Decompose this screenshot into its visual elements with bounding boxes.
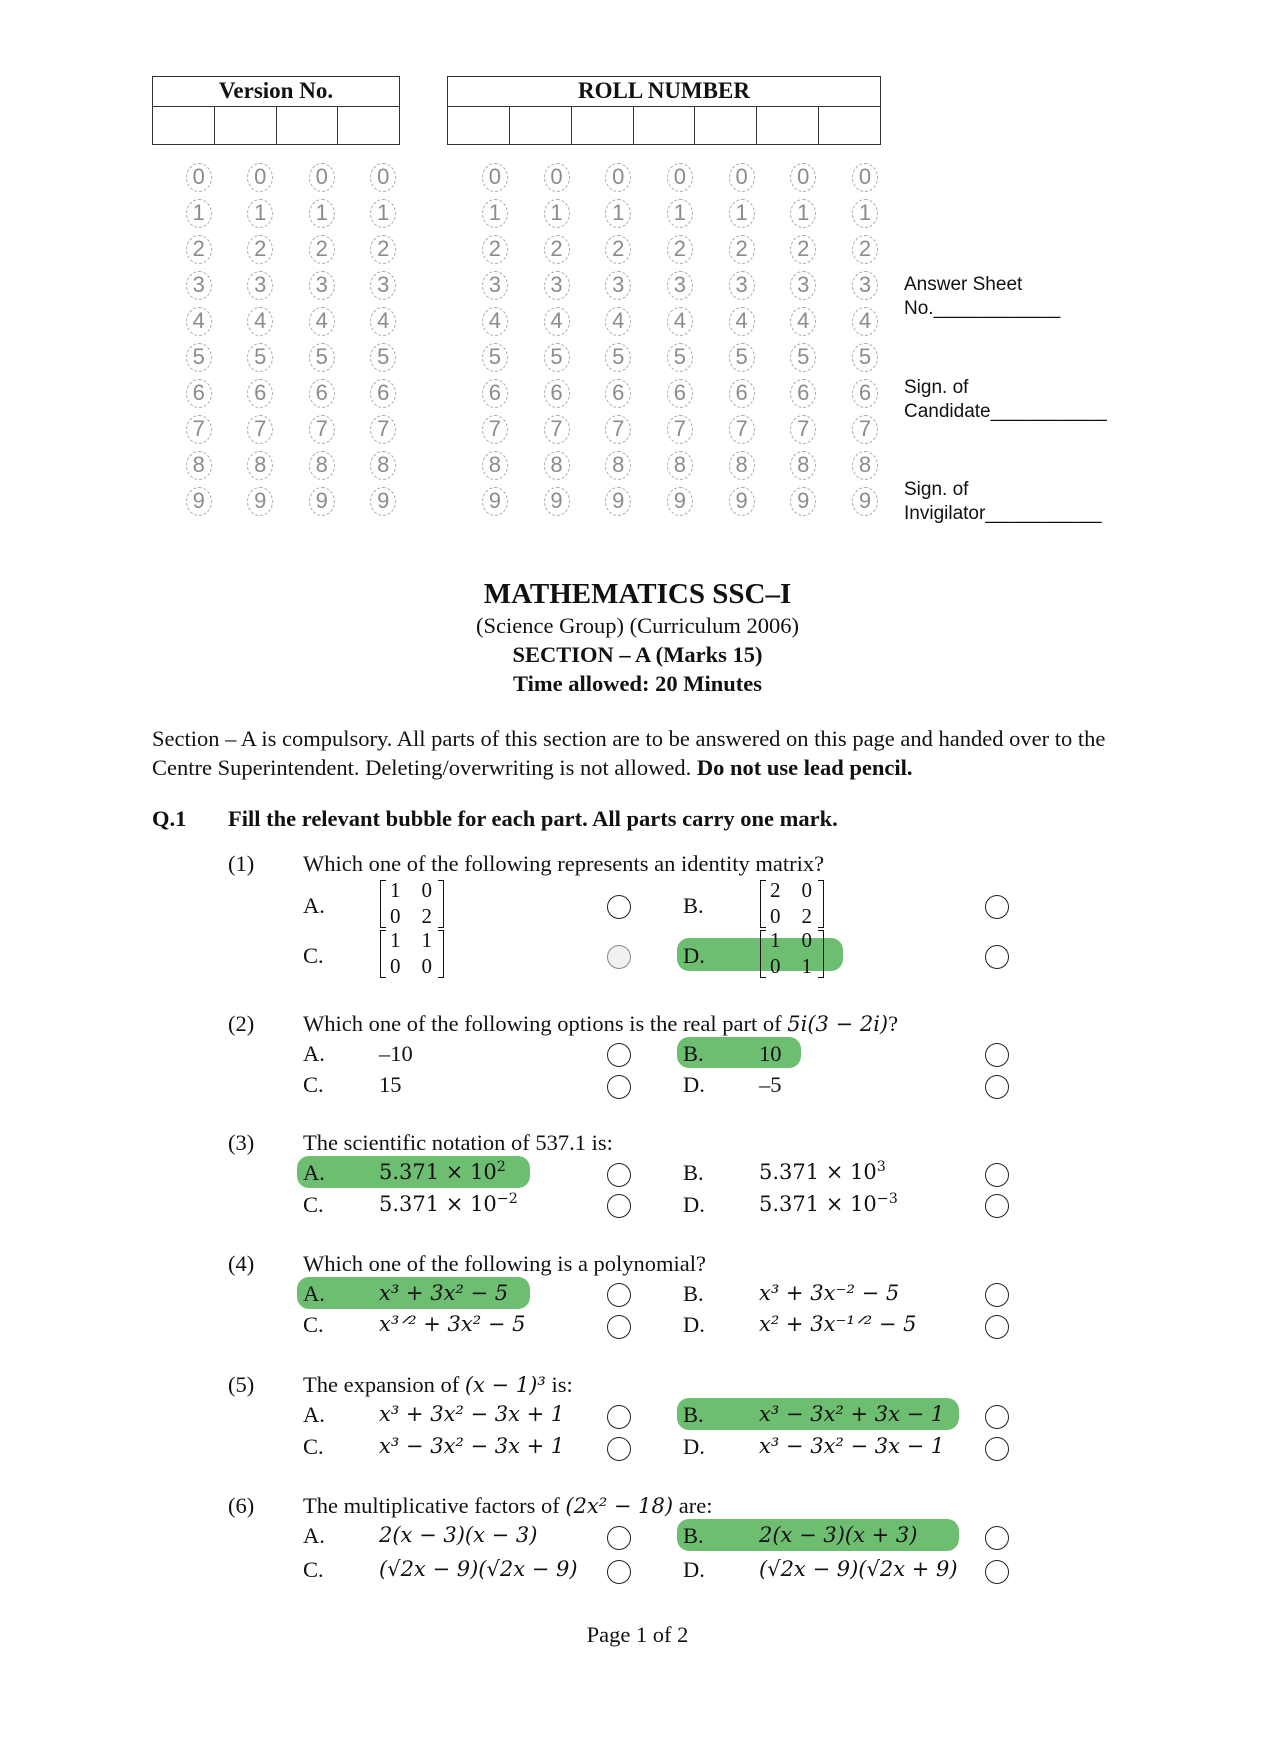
version-digit-bubble[interactable]: 6 [370, 379, 396, 408]
version-digit-column [291, 160, 353, 520]
roll-number-box [447, 76, 881, 145]
roll-digit-bubble[interactable]: 2 [729, 235, 755, 264]
option-d-letter: D. [683, 1312, 705, 1337]
roll-digit-bubble[interactable]: 8 [729, 451, 755, 480]
roll-digit-bubble[interactable]: 3 [729, 271, 755, 300]
version-digit-bubble[interactable]: 4 [370, 307, 396, 336]
option-b-letter: B. [683, 1281, 704, 1306]
instructions-text: Section – A is compulsory. All parts of this section are to be answered on this page and handed over to the Centre Superintendent. Deleting/overwriting is not allowed. [152, 726, 1106, 780]
roll-digit-bubble[interactable]: 5 [667, 343, 693, 372]
roll-digit-bubble[interactable]: 7 [729, 415, 755, 444]
option-a-letter: A. [303, 1402, 325, 1427]
roll-digit-bubble[interactable]: 4 [544, 307, 570, 336]
section-heading: SECTION – A (Marks 15) [512, 642, 763, 667]
version-digit-bubble[interactable]: 9 [186, 487, 212, 516]
version-digit-column [230, 160, 292, 520]
roll-digit-bubble[interactable]: 6 [544, 379, 570, 408]
option-c-value: $5.371 \times 10^{-2}$ [379, 1191, 518, 1216]
version-digit-bubble[interactable]: 6 [247, 379, 273, 408]
roll-digit-bubble[interactable]: 4 [729, 307, 755, 336]
part-stem: Which one of the following options is the real part of 5i(3 − 2i)? [303, 1011, 899, 1036]
option-a-letter: A. [303, 1041, 325, 1066]
option-a-bubble[interactable] [607, 1043, 631, 1067]
option-a-letter: A. [303, 893, 325, 918]
roll-digit-bubbles [464, 160, 896, 520]
version-digit-bubble[interactable]: 5 [186, 343, 212, 372]
version-digit-bubble[interactable]: 6 [309, 379, 335, 408]
roll-digit-column [649, 160, 711, 520]
version-digit-bubble[interactable]: 5 [309, 343, 335, 372]
roll-digit-bubble[interactable]: 1 [544, 199, 570, 228]
option-c-value: x³ − 3x² − 3x + 1 [379, 1434, 565, 1458]
part-number: (6) [228, 1493, 255, 1518]
version-digit-bubble[interactable]: 5 [370, 343, 396, 372]
version-digit-bubble[interactable]: 2 [309, 235, 335, 264]
instructions-warning: Do not use lead pencil. [696, 755, 913, 780]
roll-digit-bubble[interactable]: 3 [482, 271, 508, 300]
roll-digit-bubble[interactable]: 5 [790, 343, 816, 372]
version-digit-bubble[interactable]: 2 [247, 235, 273, 264]
roll-digit-bubble[interactable]: 8 [544, 451, 570, 480]
option-c-value: 15 [379, 1072, 402, 1097]
option-b-value: x³ − 3x² + 3x − 1 [759, 1402, 945, 1426]
roll-digit-column [711, 160, 773, 520]
roll-digit-cell[interactable] [572, 107, 634, 144]
option-d-bubble[interactable] [985, 945, 1009, 969]
version-digit-bubble[interactable]: 5 [247, 343, 273, 372]
option-a-value: x³ + 3x² − 3x + 1 [379, 1402, 565, 1426]
part-number: (3) [228, 1130, 255, 1155]
option-a-bubble[interactable] [607, 1163, 631, 1187]
version-number-label: Version No. [153, 77, 399, 107]
roll-digit-column [526, 160, 588, 520]
option-a-letter: A. [303, 1281, 325, 1306]
roll-digit-bubble[interactable]: 6 [482, 379, 508, 408]
roll-digit-bubble[interactable]: 7 [544, 415, 570, 444]
roll-digit-bubble[interactable]: 9 [482, 487, 508, 516]
option-c-letter: C. [303, 1072, 324, 1097]
option-b-letter: B. [683, 1160, 704, 1185]
version-digit-bubble[interactable]: 9 [247, 487, 273, 516]
option-d-bubble[interactable] [985, 1315, 1009, 1339]
version-digit-bubble[interactable]: 1 [370, 199, 396, 228]
roll-digit-bubble[interactable]: 3 [790, 271, 816, 300]
version-digit-column [353, 160, 415, 520]
option-c-bubble[interactable] [607, 1437, 631, 1461]
roll-digit-bubble[interactable]: 5 [482, 343, 508, 372]
version-digit-bubble[interactable]: 4 [309, 307, 335, 336]
version-digit-column [168, 160, 230, 520]
option-d-value: (√2x − 9)(√2x + 9) [759, 1557, 958, 1581]
roll-digit-bubble[interactable]: 0 [544, 163, 570, 192]
option-d-matrix: 1 0 0 1 [760, 930, 824, 980]
option-a-bubble[interactable] [607, 1405, 631, 1429]
version-digit-bubble[interactable]: 3 [370, 271, 396, 300]
roll-digit-bubble[interactable]: 2 [852, 235, 878, 264]
version-digit-bubble[interactable]: 7 [370, 415, 396, 444]
part-number: (4) [228, 1251, 255, 1276]
roll-digit-bubble[interactable]: 7 [482, 415, 508, 444]
roll-digit-bubble[interactable]: 8 [790, 451, 816, 480]
version-digit-cell[interactable] [215, 107, 277, 144]
option-d-letter: D. [683, 1557, 705, 1582]
roll-digit-bubble[interactable]: 5 [544, 343, 570, 372]
option-d-letter: D. [683, 1434, 705, 1459]
option-a-bubble[interactable] [607, 1283, 631, 1307]
answer-sheet-number: Answer Sheet No.____________ [904, 274, 1061, 319]
roll-digit-bubble[interactable]: 1 [790, 199, 816, 228]
roll-digit-cell[interactable] [757, 107, 819, 144]
option-b-letter: B. [683, 1523, 704, 1548]
version-digit-cell[interactable] [338, 107, 399, 144]
roll-digit-bubble[interactable]: 0 [729, 163, 755, 192]
option-d-letter: D. [683, 943, 705, 968]
option-b-value: 2(x − 3)(x + 3) [759, 1523, 918, 1547]
option-c-bubble[interactable] [607, 945, 631, 969]
version-digit-bubble[interactable]: 8 [309, 451, 335, 480]
option-a-value: –10 [379, 1041, 413, 1066]
version-digit-bubble[interactable]: 0 [309, 163, 335, 192]
option-c-bubble[interactable] [607, 1194, 631, 1218]
option-a-letter: A. [303, 1523, 325, 1548]
version-digit-bubble[interactable]: 3 [186, 271, 212, 300]
version-digit-bubble[interactable]: 8 [247, 451, 273, 480]
invigilator-signature: Sign. of Invigilator___________ [904, 479, 1102, 524]
option-b-letter: B. [683, 893, 704, 918]
roll-digit-bubble[interactable]: 7 [852, 415, 878, 444]
roll-digit-bubble[interactable]: 1 [605, 199, 631, 228]
option-b-letter: B. [683, 1041, 704, 1066]
option-b-bubble[interactable] [985, 1526, 1009, 1550]
question-heading: Fill the relevant bubble for each part. All parts carry one mark. [228, 806, 838, 831]
roll-digit-bubble[interactable]: 4 [482, 307, 508, 336]
option-c-bubble[interactable] [607, 1315, 631, 1339]
version-digit-bubble[interactable]: 0 [247, 163, 273, 192]
option-c-letter: C. [303, 1434, 324, 1459]
version-digit-bubbles [168, 160, 414, 520]
roll-digit-bubble[interactable]: 5 [852, 343, 878, 372]
roll-digit-bubble[interactable]: 2 [544, 235, 570, 264]
roll-digit-bubble[interactable]: 2 [605, 235, 631, 264]
option-a-value: 2(x − 3)(x − 3) [379, 1523, 538, 1547]
option-d-letter: D. [683, 1192, 705, 1217]
option-a-value: $5.371 \times 10^2$ [379, 1159, 506, 1184]
roll-digit-bubble[interactable]: 0 [790, 163, 816, 192]
roll-digit-bubble[interactable]: 7 [790, 415, 816, 444]
option-d-bubble[interactable] [985, 1075, 1009, 1099]
option-b-value: 10 [759, 1041, 782, 1066]
roll-digit-bubble[interactable]: 4 [667, 307, 693, 336]
roll-digit-bubble[interactable]: 5 [729, 343, 755, 372]
version-digit-bubble[interactable]: 0 [186, 163, 212, 192]
roll-digit-column [834, 160, 896, 520]
roll-digit-cell[interactable] [448, 107, 510, 144]
part-stem: The multiplicative factors of (2x² − 18) are: [303, 1493, 713, 1518]
part-stem: Which one of the following is a polynomial? [303, 1251, 707, 1276]
option-c-bubble[interactable] [607, 1075, 631, 1099]
question-number: Q.1 [152, 806, 187, 831]
version-digit-bubble[interactable]: 4 [186, 307, 212, 336]
time-allowed: Time allowed: 20 Minutes [513, 671, 762, 696]
option-d-value: x³ − 3x² − 3x − 1 [759, 1434, 945, 1458]
roll-digit-bubble[interactable]: 9 [605, 487, 631, 516]
roll-digit-bubble[interactable]: 1 [667, 199, 693, 228]
version-digit-bubble[interactable]: 1 [186, 199, 212, 228]
option-d-value: –5 [759, 1072, 782, 1097]
option-d-bubble[interactable] [985, 1194, 1009, 1218]
roll-digit-bubble[interactable]: 0 [852, 163, 878, 192]
option-a-bubble[interactable] [607, 1526, 631, 1550]
option-d-bubble[interactable] [985, 1560, 1009, 1584]
option-b-bubble[interactable] [985, 895, 1009, 919]
roll-digit-bubble[interactable]: 0 [667, 163, 693, 192]
roll-digit-bubble[interactable]: 2 [667, 235, 693, 264]
option-c-letter: C. [303, 1192, 324, 1217]
option-d-bubble[interactable] [985, 1437, 1009, 1461]
roll-digit-bubble[interactable]: 8 [482, 451, 508, 480]
version-digit-bubble[interactable]: 1 [309, 199, 335, 228]
roll-digit-bubble[interactable]: 6 [790, 379, 816, 408]
option-b-letter: B. [683, 1402, 704, 1427]
option-b-value: x³ + 3x⁻² − 5 [759, 1281, 900, 1305]
option-c-matrix: 1 1 0 0 [380, 930, 444, 980]
version-digit-bubble[interactable]: 4 [247, 307, 273, 336]
roll-digit-bubble[interactable]: 3 [667, 271, 693, 300]
roll-digit-column [464, 160, 526, 520]
version-digit-bubble[interactable]: 2 [186, 235, 212, 264]
option-b-matrix: 2 0 0 2 [760, 880, 824, 930]
roll-digit-bubble[interactable]: 0 [605, 163, 631, 192]
part-number: (2) [228, 1011, 255, 1036]
roll-digit-bubble[interactable]: 1 [482, 199, 508, 228]
part-stem: Which one of the following represents an identity matrix? [303, 851, 825, 876]
roll-digit-bubble[interactable]: 4 [790, 307, 816, 336]
option-a-value: x³ + 3x² − 5 [379, 1281, 509, 1305]
roll-digit-bubble[interactable]: 4 [852, 307, 878, 336]
part-stem: The scientific notation of 537.1 is: [303, 1130, 613, 1155]
part-number: (1) [228, 851, 255, 876]
roll-digit-cell[interactable] [510, 107, 572, 144]
roll-digit-bubble[interactable]: 9 [667, 487, 693, 516]
roll-digit-bubble[interactable]: 8 [605, 451, 631, 480]
option-b-value: $5.371 \times 10^3$ [759, 1159, 886, 1184]
roll-digit-bubble[interactable]: 3 [852, 271, 878, 300]
roll-digit-bubble[interactable]: 1 [729, 199, 755, 228]
candidate-signature: Sign. of Candidate___________ [904, 377, 1107, 422]
roll-number-label: ROLL NUMBER [448, 77, 880, 107]
version-digit-cell[interactable] [277, 107, 339, 144]
roll-digit-cell[interactable] [819, 107, 880, 144]
roll-digit-bubble[interactable]: 3 [605, 271, 631, 300]
version-digit-bubble[interactable]: 8 [370, 451, 396, 480]
option-b-bubble[interactable] [985, 1405, 1009, 1429]
roll-digit-bubble[interactable]: 5 [605, 343, 631, 372]
option-a-bubble[interactable] [607, 895, 631, 919]
roll-digit-bubble[interactable]: 7 [605, 415, 631, 444]
instructions [152, 724, 1142, 782]
option-c-letter: C. [303, 943, 324, 968]
version-digit-bubble[interactable]: 3 [309, 271, 335, 300]
exam-title: MATHEMATICS SSC–I [483, 578, 792, 610]
option-c-letter: C. [303, 1557, 324, 1582]
option-c-value: x³ᐟ² + 3x² − 5 [379, 1312, 526, 1336]
part-stem: The expansion of (x − 1)³ is: [303, 1372, 573, 1397]
roll-digit-cell[interactable] [634, 107, 696, 144]
roll-digit-bubble[interactable]: 2 [482, 235, 508, 264]
roll-digit-bubble[interactable]: 0 [482, 163, 508, 192]
version-digit-bubble[interactable]: 0 [370, 163, 396, 192]
option-a-matrix: 1 0 0 2 [380, 880, 444, 930]
option-a-letter: A. [303, 1160, 325, 1185]
version-digit-bubble[interactable]: 9 [309, 487, 335, 516]
page-footer: Page 1 of 2 [586, 1622, 689, 1647]
roll-digit-bubble[interactable]: 6 [667, 379, 693, 408]
roll-digit-bubble[interactable]: 7 [667, 415, 693, 444]
version-digit-bubble[interactable]: 2 [370, 235, 396, 264]
roll-digit-bubble[interactable]: 2 [790, 235, 816, 264]
roll-digit-column [772, 160, 834, 520]
roll-digit-bubble[interactable]: 8 [852, 451, 878, 480]
version-digit-bubble[interactable]: 1 [247, 199, 273, 228]
roll-digit-bubble[interactable]: 9 [729, 487, 755, 516]
option-b-bubble[interactable] [985, 1163, 1009, 1187]
option-c-letter: C. [303, 1312, 324, 1337]
roll-digit-bubble[interactable]: 6 [605, 379, 631, 408]
part-number: (5) [228, 1372, 255, 1397]
version-digit-bubble[interactable]: 7 [247, 415, 273, 444]
version-digit-bubble[interactable]: 7 [186, 415, 212, 444]
option-b-bubble[interactable] [985, 1043, 1009, 1067]
option-d-value: $5.371 \times 10^{-3}$ [759, 1191, 898, 1216]
version-digit-bubble[interactable]: 6 [186, 379, 212, 408]
option-c-value: (√2x − 9)(√2x − 9) [379, 1557, 578, 1581]
version-digit-bubble[interactable]: 3 [247, 271, 273, 300]
roll-digit-bubble[interactable]: 4 [605, 307, 631, 336]
roll-digit-bubble[interactable]: 3 [544, 271, 570, 300]
roll-digit-bubble[interactable]: 6 [852, 379, 878, 408]
exam-subtitle: (Science Group) (Curriculum 2006) [475, 613, 800, 638]
option-b-bubble[interactable] [985, 1283, 1009, 1307]
option-c-bubble[interactable] [607, 1560, 631, 1584]
version-number-box [152, 76, 400, 145]
roll-digit-bubble[interactable]: 1 [852, 199, 878, 228]
version-digit-bubble[interactable]: 7 [309, 415, 335, 444]
roll-digit-bubble[interactable]: 6 [729, 379, 755, 408]
roll-digit-cell[interactable] [695, 107, 757, 144]
option-d-value: x² + 3x⁻¹ᐟ² − 5 [759, 1312, 917, 1336]
option-d-letter: D. [683, 1072, 705, 1097]
version-digit-bubble[interactable]: 8 [186, 451, 212, 480]
roll-digit-column [587, 160, 649, 520]
roll-digit-bubble[interactable]: 9 [790, 487, 816, 516]
version-digit-cell[interactable] [153, 107, 215, 144]
version-digit-bubble[interactable]: 9 [370, 487, 396, 516]
roll-digit-bubble[interactable]: 8 [667, 451, 693, 480]
roll-digit-bubble[interactable]: 9 [852, 487, 878, 516]
roll-digit-bubble[interactable]: 9 [544, 487, 570, 516]
